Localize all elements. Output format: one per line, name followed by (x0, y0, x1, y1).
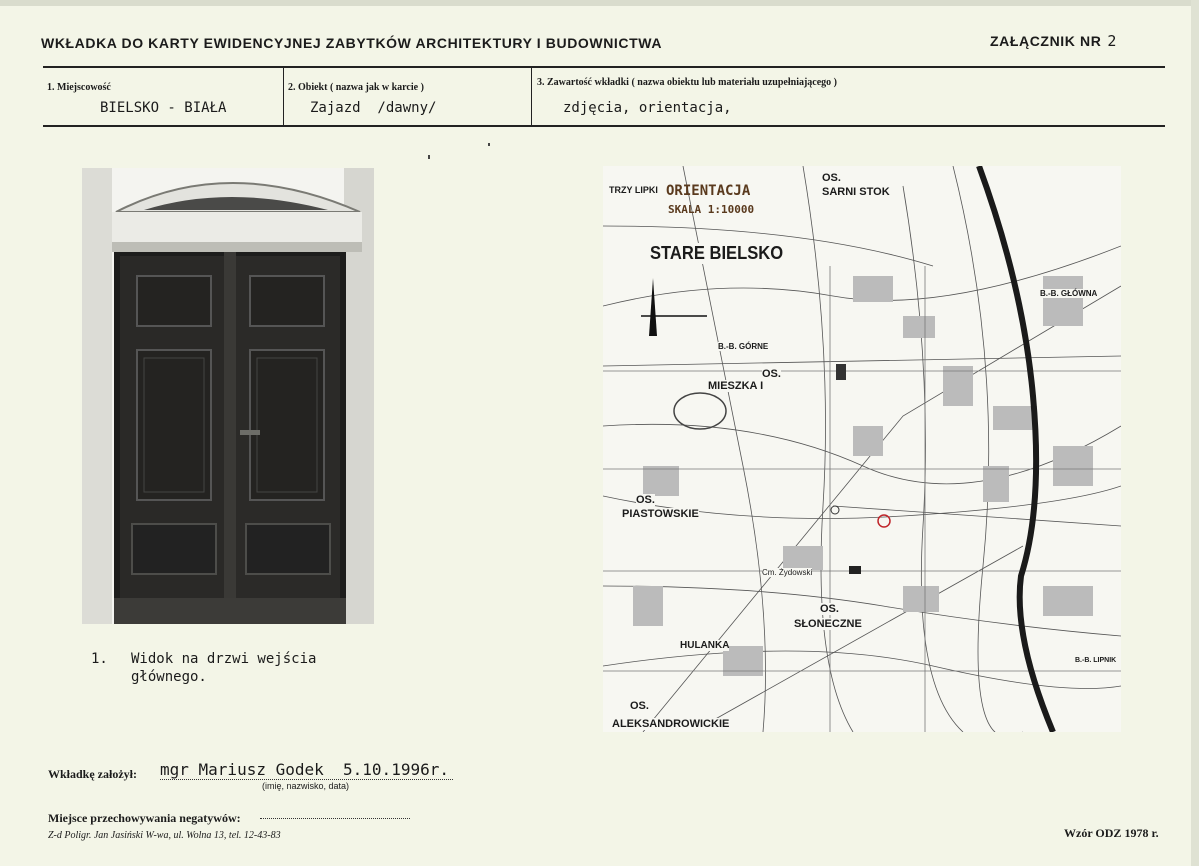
door-photograph (82, 168, 374, 624)
object-label: 2. Obiekt ( nazwa jak w karcie ) (288, 82, 424, 93)
stray-mark (428, 155, 430, 159)
map-label-trzy-lipki: TRZY LIPKI (609, 185, 658, 195)
map-label-aleksandrowickie: ALEKSANDROWICKIE (612, 718, 730, 730)
map-label-hulanka: HULANKA (680, 640, 730, 651)
header-top-rule (43, 66, 1165, 68)
locality-label: 1. Miejscowość (47, 82, 111, 93)
attachment-number: 2 (1107, 32, 1118, 50)
form-title: WKŁADKA DO KARTY EWIDENCYJNEJ ZABYTKÓW ARCHITEKTURY I BUDOWNICTWA (41, 35, 663, 51)
form-model-number: Wzór ODZ 1978 r. (1064, 826, 1159, 840)
map-label-bb-gorne: B.-B. GÓRNE (718, 342, 769, 351)
map-label-sarni-stok: SARNI STOK (822, 186, 890, 198)
building-mark (849, 566, 861, 574)
map-title: ORIENTACJA (666, 183, 751, 199)
map-label-piastowskie: PIASTOWSKIE (622, 508, 699, 520)
negatives-location-field (260, 818, 410, 819)
map-label-os-piast: OS. (636, 494, 655, 506)
photo-caption-line-1: Widok na drzwi wejścia (131, 651, 317, 667)
created-by-label: Wkładkę założył: (48, 767, 137, 781)
object-value: Zajazd /dawny/ (310, 100, 437, 116)
contents-label: 3. Zawartość wkładki ( nazwa obiektu lub materiału uzupełniającego ) (537, 77, 838, 88)
created-by-hint: (imię, nazwisko, data) (262, 781, 350, 791)
header-bottom-rule (43, 125, 1165, 127)
map-label-cm-zydowski: Cm. Żydowski (762, 568, 813, 577)
map-label-os-aleks: OS. (630, 700, 649, 712)
field-divider-2 (531, 68, 532, 125)
attachment-label-text: ZAŁĄCZNIK NR (990, 33, 1102, 49)
map-label-os-slon: OS. (820, 603, 839, 615)
map-label-mieszka: MIESZKA I (708, 380, 764, 392)
created-by-value: mgr Mariusz Godek 5.10.1996r. (160, 760, 453, 780)
building-mark (836, 364, 846, 380)
map-label-bb-glowna: B.-B. GŁÓWNA (1040, 289, 1098, 298)
attachment-label (990, 32, 1117, 50)
contents-value: zdjęcia, orientacja, (563, 100, 732, 116)
locality-value: BIELSKO - BIAŁA (100, 100, 227, 116)
map-label-stare-bielsko: STARE BIELSKO (650, 243, 784, 263)
map-scale: SKALA 1:10000 (668, 203, 755, 216)
map-label-os-sarni: OS. (822, 172, 841, 184)
card-top-edge (0, 0, 1199, 6)
photo-caption-number: 1. (91, 651, 108, 667)
door-photo-image (82, 168, 374, 624)
negatives-location-label: Miejsce przechowywania negatywów: (48, 811, 241, 825)
stray-mark (488, 143, 490, 146)
card-right-edge (1191, 0, 1199, 866)
map-label-bb-lipnik: B.-B. LIPNIK (1075, 657, 1117, 664)
printer-imprint: Z-d Poligr. Jan Jasiński W-wa, ul. Wolna 13, tel. 12-43-83 (48, 830, 281, 841)
map-label-sloneczne: SŁONECZNE (794, 618, 862, 630)
photo-caption-line-2: głównego. (131, 669, 207, 685)
map-label-os-mieszka: OS. (762, 368, 781, 380)
field-divider-1 (283, 68, 284, 125)
